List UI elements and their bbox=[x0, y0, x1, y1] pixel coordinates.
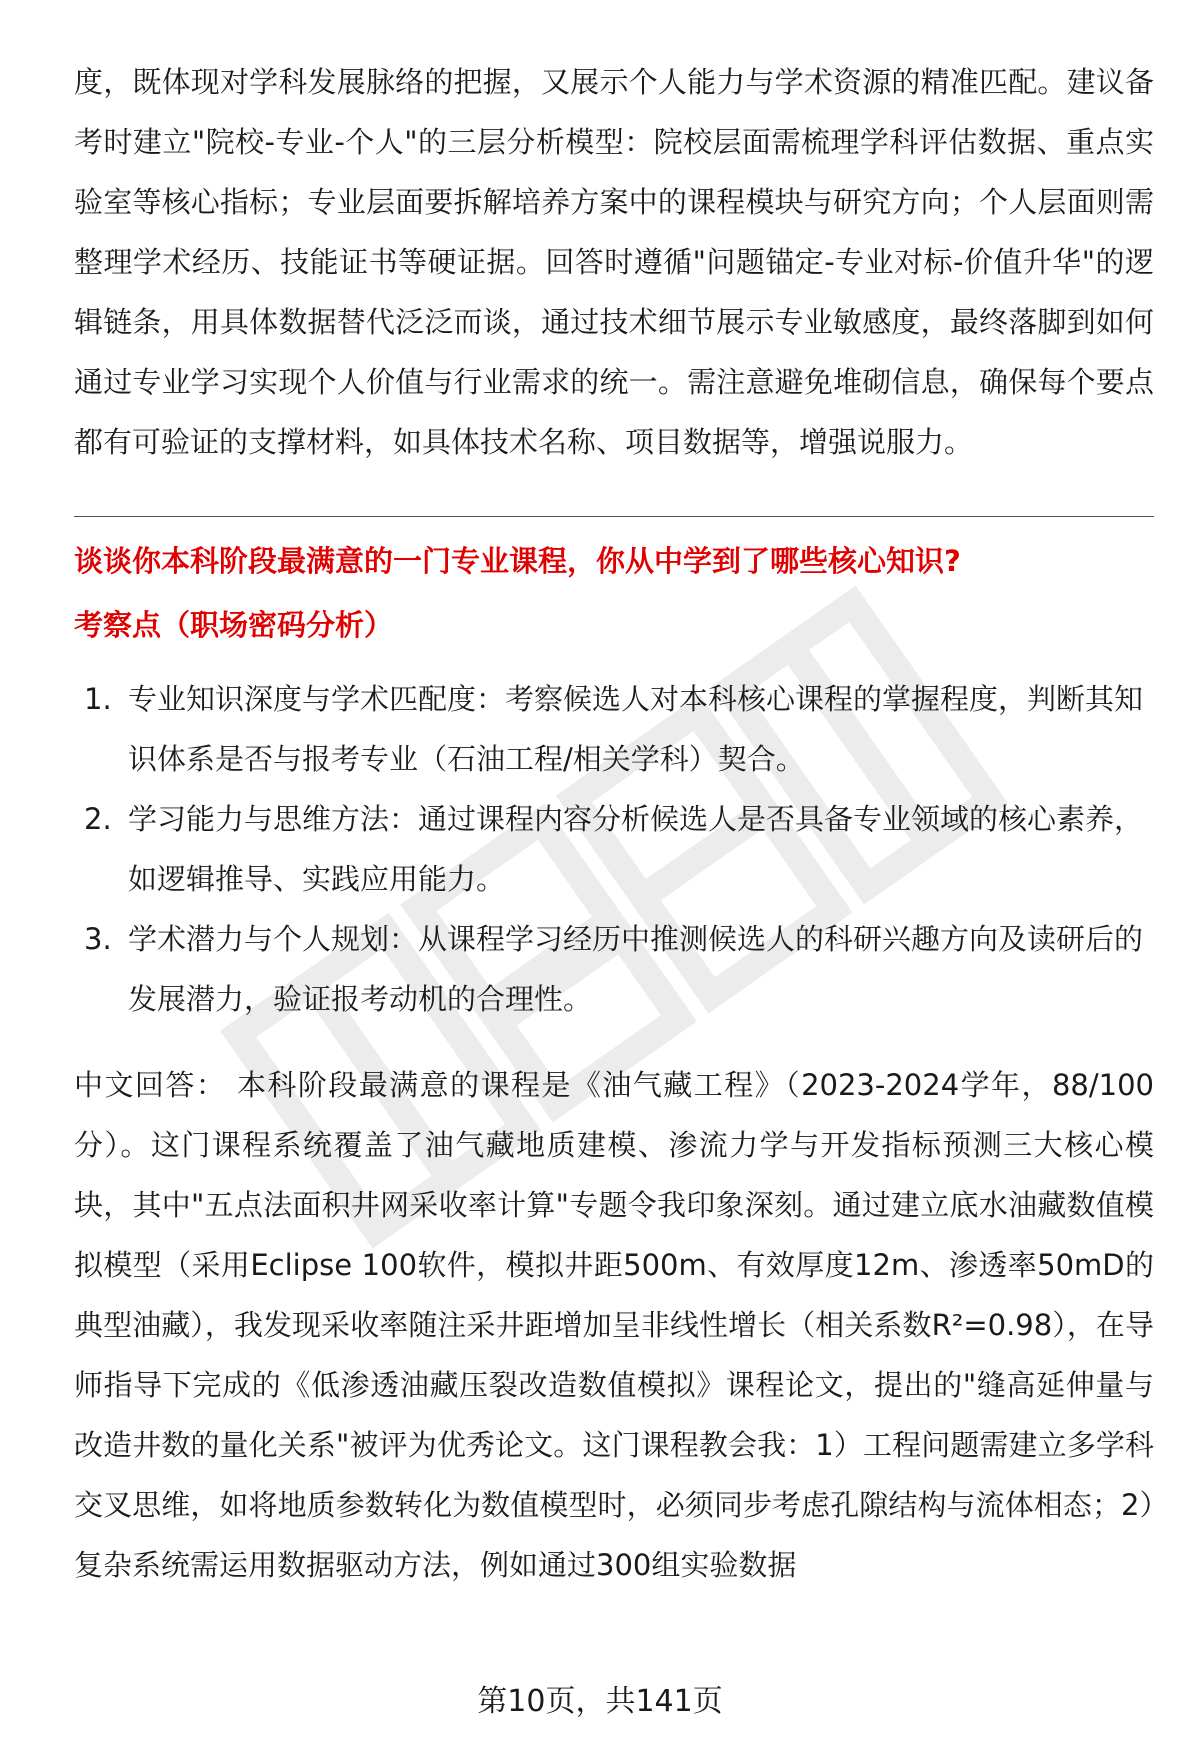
list-item-number: 1. bbox=[84, 682, 112, 716]
list-item bbox=[74, 909, 1154, 1029]
list-item bbox=[74, 669, 1154, 789]
list-item-text: 学习能力与思维方法：通过课程内容分析候选人是否具备专业领域的核心素养，如逻辑推导、实践应用能力。 bbox=[128, 802, 1144, 896]
document-page bbox=[74, 52, 1154, 1595]
list-item bbox=[74, 789, 1154, 909]
assessment-subheading: 考察点（职场密码分析） bbox=[74, 608, 394, 642]
question-heading: 谈谈你本科阶段最满意的一门专业课程，你从中学到了哪些核心知识? bbox=[74, 544, 961, 578]
intro-paragraph: 度，既体现对学科发展脉络的把握，又展示个人能力与学术资源的精准匹配。建议备考时建立"院校-专业-个人"的三层分析模型：院校层面需梳理学科评估数据、重点实验室等核心指标；专业层面要拆解培养方案中的课程模块与研究方向；个人层面则需整理学术经历、技能证书等硬证据。回答时遵循"问题锚定-专业对标-价值升华"的逻辑链条，用具体数据替代泛泛而谈，通过技术细节展示专业敏感度，最终落脚到如何通过专业学习实现个人价值与行业需求的统一。需注意避免堆砌信息，确保每个要点都有可验证的支撑材料，如具体技术名称、项目数据等，增强说服力。 bbox=[74, 65, 1154, 459]
assessment-points-list bbox=[74, 669, 1154, 1029]
list-item-number: 2. bbox=[84, 802, 112, 836]
list-item-text: 学术潜力与个人规划：从课程学习经历中推测候选人的科研兴趣方向及读研后的发展潜力，验证报考动机的合理性。 bbox=[128, 922, 1144, 1016]
list-item-text: 专业知识深度与学术匹配度：考察候选人对本科核心课程的掌握程度，判断其知识体系是否与报考专业（石油工程/相关学科）契合。 bbox=[128, 682, 1144, 776]
page-footer: 第10页，共141页 bbox=[477, 1684, 723, 1719]
section-divider bbox=[74, 516, 1154, 517]
answer-paragraph: 中文回答： 本科阶段最满意的课程是《油气藏工程》（2023-2024学年，88/100分）。这门课程系统覆盖了油气藏地质建模、渗流力学与开发指标预测三大核心模块，其中"五点法面积井网采收率计算"专题令我印象深刻。通过建立底水油藏数值模拟模型（采用Eclipse 100软件，模拟井距500m、有效厚度12m、渗透率50mD的典型油藏），我发现采收率随注采井距增加呈非线性增长（相关系数R²=0.98），在导师指导下完成的《低渗透油藏压裂改造数值模拟》课程论文，提出的"缝高延伸量与改造井数的量化关系"被评为优秀论文。这门课程教会我：1）工程问题需建立多学科交叉思维，如将地质参数转化为数值模型时，必须同步考虑孔隙结构与流体相态；2）复杂系统需运用数据驱动方法，例如通过300组实验数据 bbox=[74, 1068, 1154, 1582]
list-item-number: 3. bbox=[84, 922, 112, 956]
